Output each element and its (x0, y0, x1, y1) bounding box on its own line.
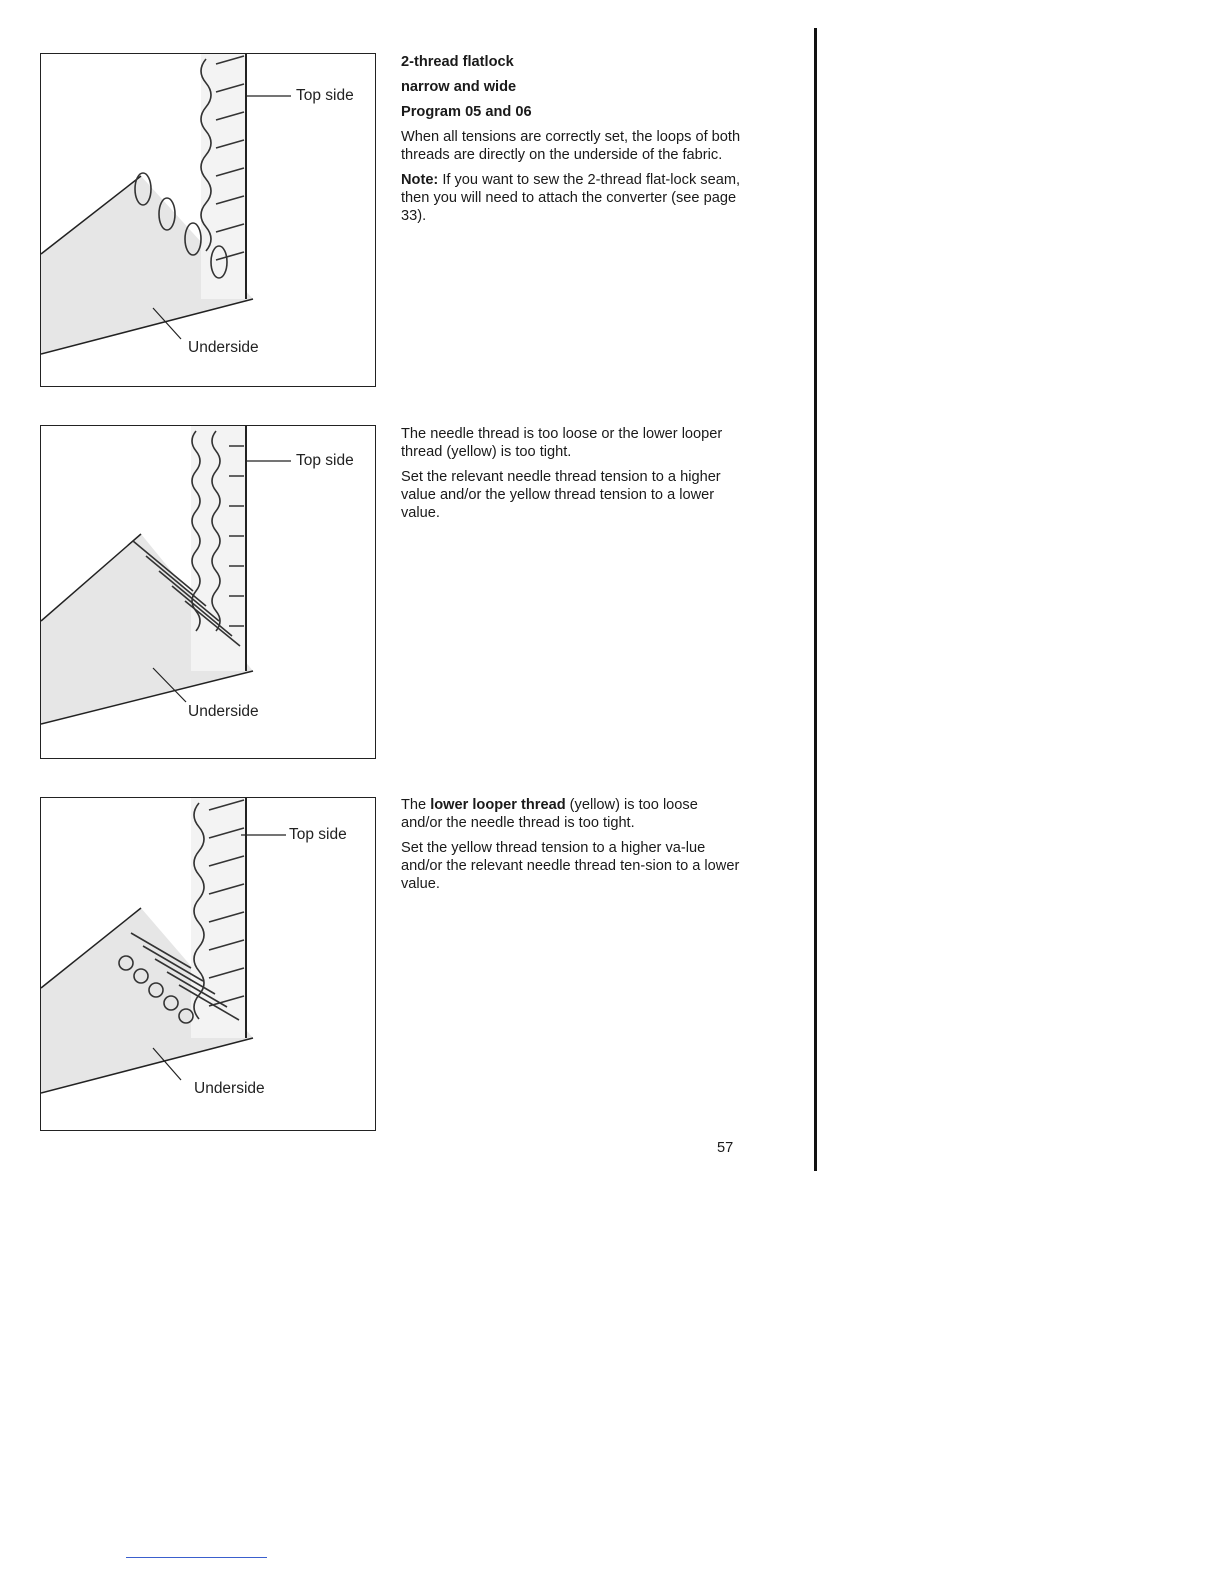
emphasis: lower looper thread (430, 797, 566, 813)
top-side-label: Top side (296, 452, 354, 469)
section-correct-tension (401, 53, 741, 231)
paragraph: When all tensions are correctly set, the loops of both threads are directly on the underside of the fabric. (401, 129, 741, 164)
figure-needle-loose (40, 425, 376, 759)
underside-label: Underside (188, 703, 259, 720)
section-looper-loose (401, 796, 741, 899)
section-title: 2-thread flatlock (401, 54, 514, 70)
paragraph: The needle thread is too loose or the lower looper thread (yellow) is too tight. (401, 426, 723, 461)
paragraph (401, 796, 741, 833)
footer-line (126, 1557, 267, 1558)
top-side-label: Top side (289, 826, 347, 843)
figure-correct-tension (40, 53, 376, 387)
section-needle-loose (401, 425, 741, 528)
note-paragraph (401, 171, 741, 226)
paragraph: Set the relevant needle thread tension to a higher value and/or the yellow thread tension to a lower value. (401, 468, 721, 522)
underside-label: Underside (194, 1080, 265, 1097)
top-side-label: Top side (296, 87, 354, 104)
figure-looper-loose (40, 797, 376, 1131)
text-suffix: (yellow) is too loose and/or the needle thread is too tight. (401, 797, 698, 832)
paragraph: Set the yellow thread tension to a higher va-lue and/or the relevant needle thread ten-sion to a lower value. (401, 839, 740, 893)
program-heading: Program 05 and 06 (401, 104, 532, 120)
underside-label: Underside (188, 339, 259, 356)
note-label: Note: (401, 171, 439, 188)
section-subtitle: narrow and wide (401, 79, 517, 95)
page-number: 57 (717, 1140, 734, 1156)
vertical-rule (814, 28, 817, 1171)
text-prefix: The (401, 797, 431, 813)
note-text: If you want to sew the 2-thread flat-lock seam, then you will need to attach the converter (see page 33). (401, 171, 741, 225)
